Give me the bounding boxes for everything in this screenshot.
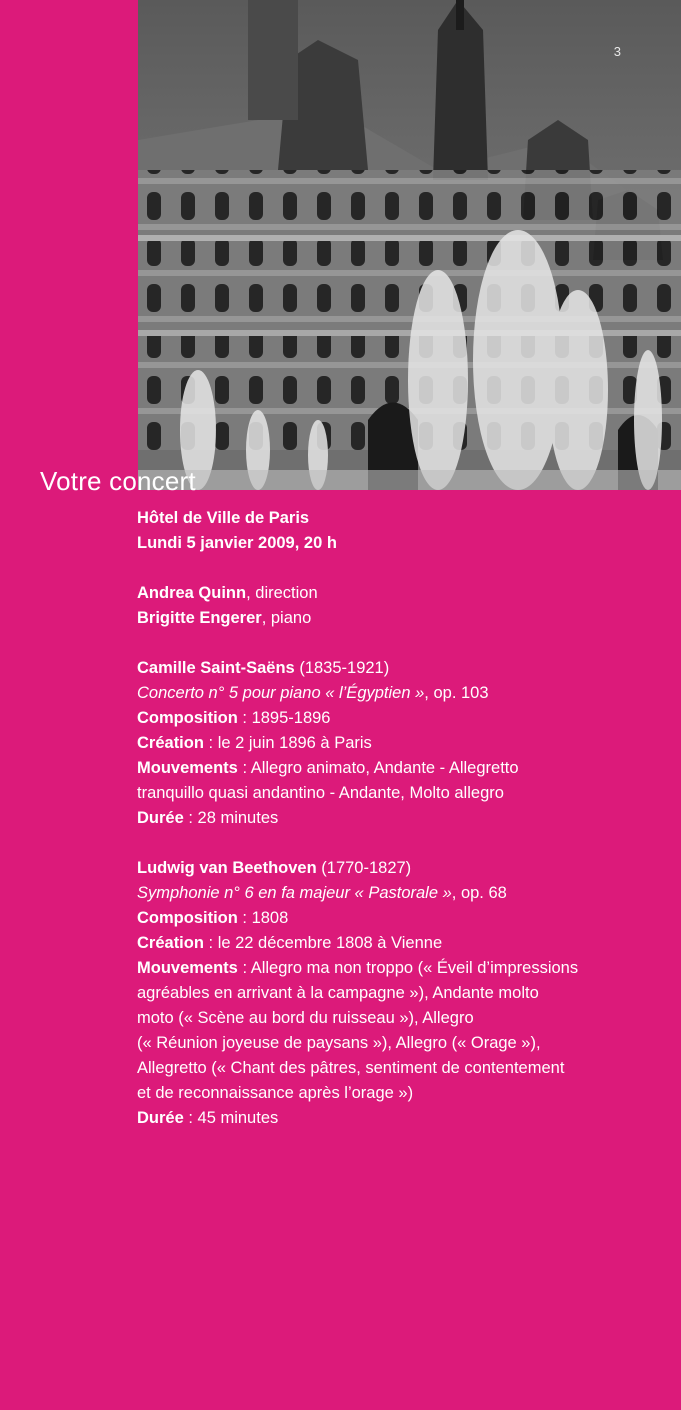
creation-value: : le 22 décembre 1808 à Vienne [203, 934, 443, 952]
creation-label: Création [137, 734, 204, 752]
duration-line [137, 1106, 637, 1131]
work-opus: , op. 68 [451, 884, 507, 902]
duration-line [137, 806, 637, 831]
performer-name: Andrea Quinn [137, 584, 247, 602]
movements-text: : Allegro ma non troppo (« Éveil d’impressions [237, 959, 579, 977]
composition-label: Composition [137, 909, 238, 927]
performer-name: Brigitte Engerer [137, 609, 262, 627]
movements-line: Allegretto (« Chant des pâtres, sentiment de contentement [137, 1059, 565, 1077]
movements-line [137, 756, 637, 781]
duration-value: : 45 minutes [183, 1109, 279, 1127]
hotel-de-ville-photo [138, 0, 681, 490]
movements-line: (« Réunion joyeuse de paysans »), Allegro (« Orage »), [137, 1034, 541, 1052]
composition-line [137, 906, 637, 931]
movements-line: agréables en arrivant à la campagne »), Andante molto [137, 984, 539, 1002]
section-title: Votre concert [40, 466, 196, 496]
performers-block [137, 581, 637, 631]
performer-role: , direction [246, 584, 318, 602]
work-title: Symphonie n° 6 en fa majeur « Pastorale » [137, 884, 452, 902]
work-block-saint-saens [137, 656, 637, 831]
date-time: Lundi 5 janvier 2009, 20 h [137, 534, 337, 552]
venue-block [137, 506, 637, 556]
venue: Hôtel de Ville de Paris [137, 509, 310, 527]
duration-value: : 28 minutes [183, 809, 279, 827]
composer-dates: (1835-1921) [294, 659, 390, 677]
duration-label: Durée [137, 1109, 184, 1127]
movements-line: et de reconnaissance après l’orage ») [137, 1084, 414, 1102]
work-title-line [137, 681, 637, 706]
creation-label: Création [137, 934, 204, 952]
movements-line: moto (« Scène au bord du ruisseau »), Allegro [137, 1009, 474, 1027]
composer-line [137, 656, 637, 681]
work-opus: , op. 103 [424, 684, 489, 702]
composer-dates: (1770-1827) [316, 859, 412, 877]
composition-value: : 1895-1896 [237, 709, 331, 727]
movements-label: Mouvements [137, 959, 238, 977]
performer [137, 581, 637, 606]
composition-label: Composition [137, 709, 238, 727]
movements-text: : Allegro animato, Andante - Allegretto [237, 759, 519, 777]
movements-line [137, 956, 637, 981]
page-number: 3 [613, 44, 621, 59]
performer [137, 606, 637, 631]
movements-line: tranquillo quasi andantino - Andante, Molto allegro [137, 784, 504, 802]
composer-line [137, 856, 637, 881]
work-title-line [137, 881, 637, 906]
duration-label: Durée [137, 809, 184, 827]
creation-value: : le 2 juin 1896 à Paris [203, 734, 372, 752]
composition-value: : 1808 [237, 909, 289, 927]
composer-name: Ludwig van Beethoven [137, 859, 317, 877]
creation-line [137, 931, 637, 956]
composer-name: Camille Saint-Saëns [137, 659, 295, 677]
work-title: Concerto n° 5 pour piano « l’Égyptien » [137, 684, 425, 702]
performer-role: , piano [261, 609, 312, 627]
creation-line [137, 731, 637, 756]
composition-line [137, 706, 637, 731]
work-block-beethoven [137, 856, 637, 1131]
movements-label: Mouvements [137, 759, 238, 777]
concert-details [137, 506, 637, 1156]
